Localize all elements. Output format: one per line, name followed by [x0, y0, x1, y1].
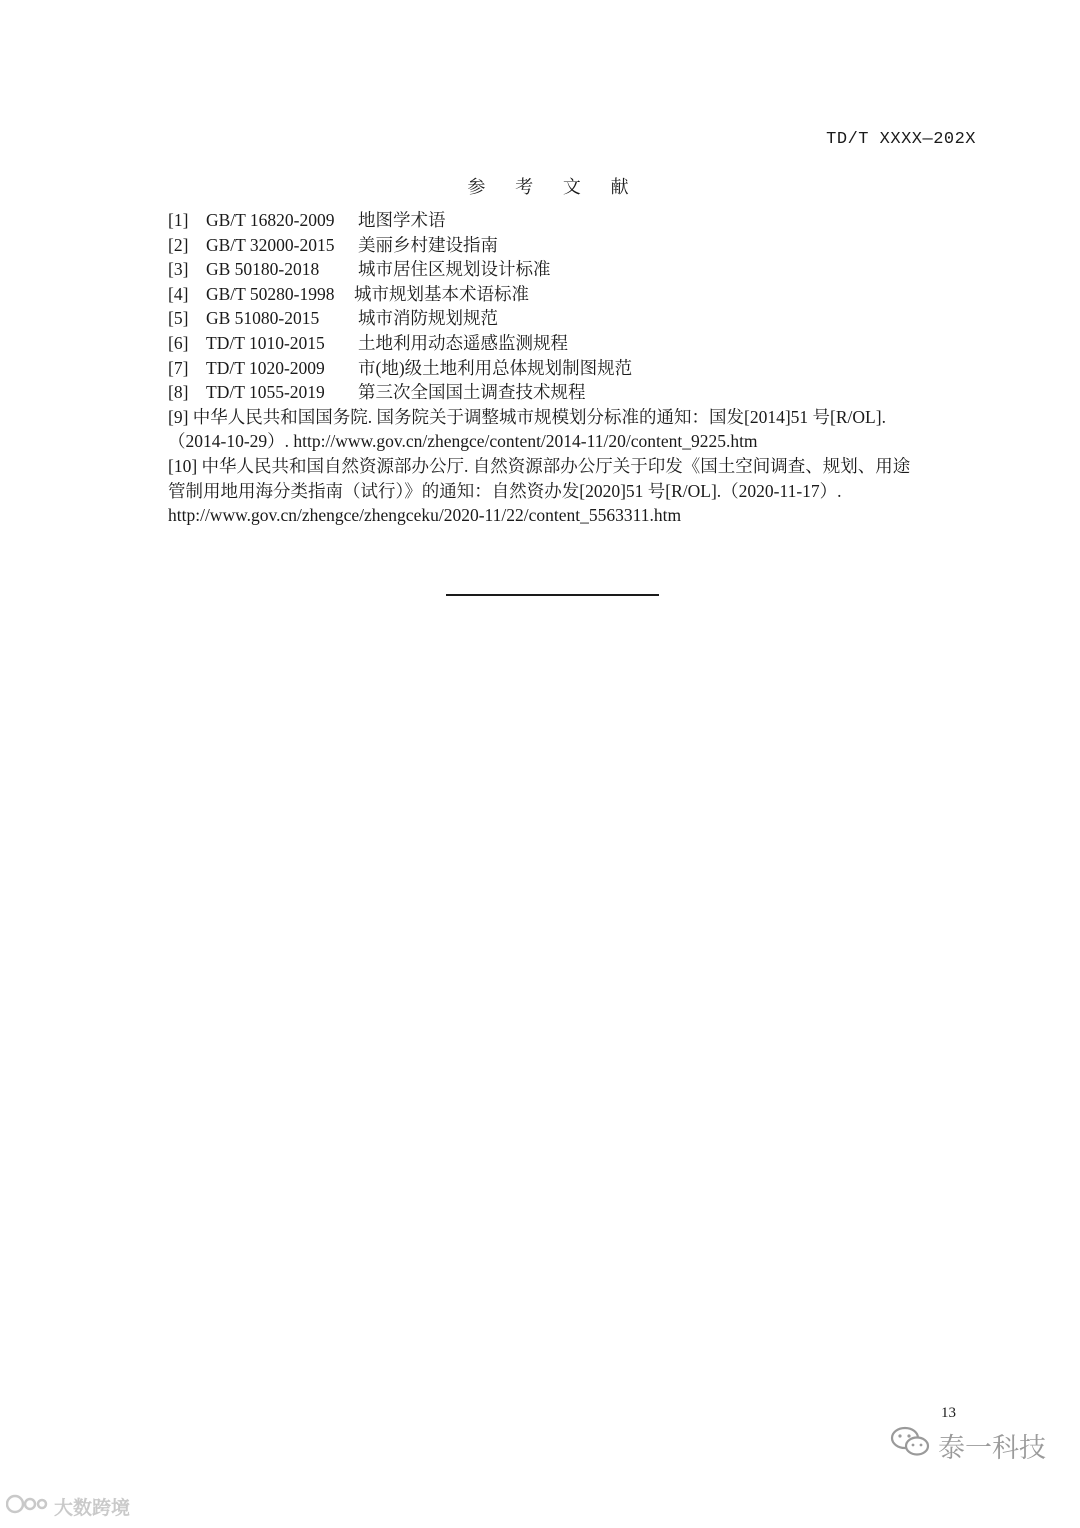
reference-code: TD/T 1010-2015 [206, 332, 325, 353]
watermark-right-text: 泰一科技 [938, 1433, 1046, 1464]
reference-list [168, 208, 978, 528]
reference-title: 美丽乡村建设指南 [358, 234, 498, 255]
reference-number: [6] [168, 332, 189, 353]
reference-code: GB/T 50280-1998 [206, 283, 335, 304]
reference-code: GB 50180-2018 [206, 259, 320, 280]
reference-title: 城市居住区规划设计标准 [358, 259, 551, 280]
reference-title: 第三次全国国土调查技术规程 [358, 382, 586, 403]
logo-icon [6, 1491, 48, 1522]
reference-number: [2] [168, 234, 189, 255]
reference-item [168, 380, 978, 405]
reference-number: [5] [168, 308, 189, 329]
reference-number: [1] [168, 210, 189, 230]
reference-number: [3] [168, 259, 189, 280]
reference-code: TD/T 1055-2019 [206, 382, 325, 403]
watermark-left-text: 大数跨境 [54, 1497, 131, 1519]
reference-line: [9] 中华人民共和国国务院. 国务院关于调整城市规模划分标准的通知：国发[2014]51 号[R/OL]. [168, 406, 886, 427]
reference-item [168, 257, 978, 282]
reference-number: [8] [168, 382, 189, 403]
reference-title: 市(地)级土地利用总体规划制图规范 [358, 357, 633, 378]
reference-title: 地图学术语 [358, 210, 446, 230]
reference-number: [7] [168, 357, 189, 378]
reference-item [168, 331, 978, 356]
document-code: TD/T XXXX—202X [826, 130, 976, 149]
section-title: 参 考 文 献 [467, 177, 641, 198]
reference-item-long [168, 405, 978, 454]
reference-code: GB/T 32000-2015 [206, 234, 335, 255]
watermark-left [6, 1491, 130, 1522]
reference-line: （2014-10-29）. http://www.gov.cn/zhengce/content/2014-11/20/content_9225.htm [168, 431, 758, 452]
reference-item [168, 233, 978, 258]
reference-item [168, 282, 978, 307]
wechat-icon [890, 1425, 932, 1466]
reference-line: [10] 中华人民共和国自然资源部办公厅. 自然资源部办公厅关于印发《国土空间调查、规划、用途 [168, 455, 911, 476]
page-number: 13 [941, 1405, 956, 1421]
reference-number: [4] [168, 283, 189, 304]
watermark-right [890, 1425, 1046, 1466]
reference-code: GB/T 16820-2009 [206, 210, 335, 230]
reference-line: http://www.gov.cn/zhengce/zhengceku/2020-11/22/content_5563311.htm [168, 505, 682, 526]
reference-item [168, 306, 978, 331]
reference-code: GB 51080-2015 [206, 308, 320, 329]
reference-item [168, 208, 978, 233]
reference-item [168, 356, 978, 381]
reference-code: TD/T 1020-2009 [206, 357, 325, 378]
end-divider [446, 594, 659, 596]
reference-line: 管制用地用海分类指南（试行）》的通知：自然资办发[2020]51 号[R/OL].（2020-11-17）. [168, 480, 842, 501]
reference-title: 城市规划基本术语标准 [354, 283, 529, 304]
reference-title: 土地利用动态遥感监测规程 [358, 332, 568, 353]
reference-item-long [168, 454, 978, 528]
reference-title: 城市消防规划规范 [358, 308, 498, 329]
